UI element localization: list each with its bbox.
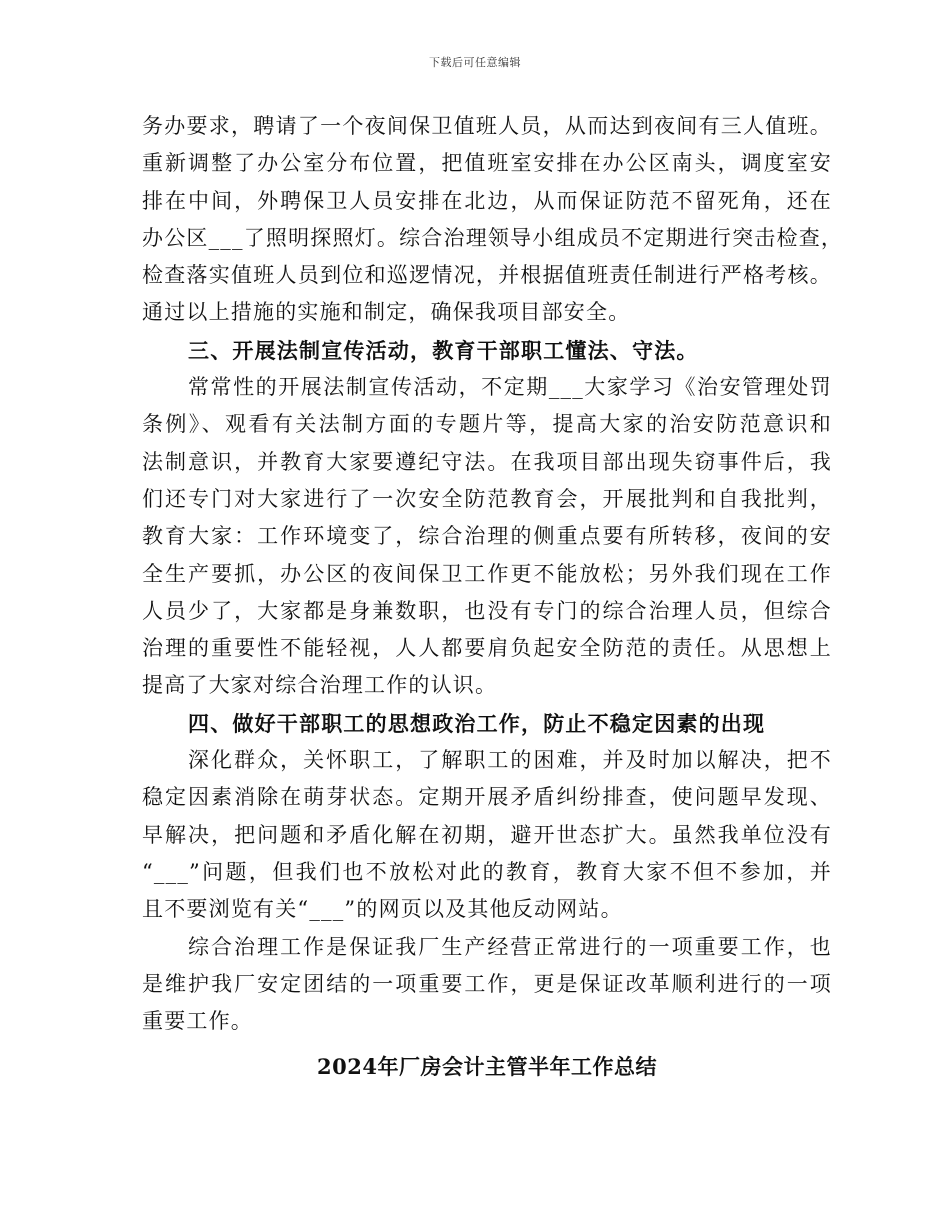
- text-line: 早解决，把问题和矛盾化解在初期，避开世态扩大。虽然我单位没有: [142, 822, 832, 847]
- text-line: 常常性的开展法制宣传活动，不定期___大家学习《治安管理处罚: [188, 375, 832, 400]
- text-line: 提高了大家对综合治理工作的认识。: [142, 673, 498, 698]
- text-line: 全生产要抓，办公区的夜间保卫工作更不能放松；另外我们现在工作: [142, 561, 832, 586]
- paragraph: [142, 742, 832, 928]
- text-line: 是维护我厂安定团结的一项重要工作，更是保证改革顺利进行的一项: [142, 971, 832, 996]
- text-line: 稳定因素消除在萌芽状态。定期开展矛盾纠纷排查，使问题早发现、: [142, 785, 832, 810]
- text-line: 务办要求，聘请了一个夜间保卫值班人员，从而达到夜间有三人值班。: [142, 114, 832, 138]
- text-line: 们还专门对大家进行了一次安全防范教育会，开展批判和自我批判，: [142, 486, 832, 511]
- text-line: 教育大家：工作环境变了，综合治理的侧重点要有所转移，夜间的安: [142, 524, 832, 549]
- text-line: 且不要浏览有关“___”的网页以及其他反动网站。: [142, 897, 623, 922]
- text-line: 通过以上措施的实施和制定，确保我项目部安全。: [142, 300, 631, 325]
- text-line: “___”问题，但我们也不放松对此的教育，教育大家不但不参加，并: [142, 859, 832, 884]
- text-line: 重新调整了办公室分布位置，把值班室安排在办公区南头，调度室安: [142, 151, 832, 176]
- text-line: 条例》、观看有关法制方面的专题片等，提高大家的治安防范意识和: [142, 412, 832, 437]
- document-title: 2024年厂房会计主管半年工作总结: [317, 1054, 657, 1080]
- text-line: 人员少了，大家都是身兼数职，也没有专门的综合治理人员，但综合: [142, 598, 832, 623]
- text-line: 检查落实值班人员到位和巡逻情况，并根据值班责任制进行严格考核。: [142, 263, 832, 288]
- page-header: 下载后可任意编辑: [429, 56, 521, 69]
- section-heading: 四、做好干部职工的思想政治工作，防止不稳定因素的出现: [188, 710, 766, 736]
- document-body: [142, 108, 844, 1086]
- paragraph: [142, 929, 832, 1041]
- text-line: 重要工作。: [142, 1009, 253, 1034]
- text-line: 办公区___了照明探照灯。综合治理领导小组成员不定期进行突击检查，: [142, 225, 844, 250]
- text-line: 法制意识，并教育大家要遵纪守法。在我项目部出现失窃事件后，我: [142, 449, 832, 474]
- section-heading: 三、开展法制宣传活动，教育干部职工懂法、守法。: [188, 337, 699, 363]
- text-line: 综合治理工作是保证我厂生产经营正常进行的一项重要工作，也: [188, 934, 832, 959]
- paragraph: [142, 369, 832, 705]
- text-line: 排在中间，外聘保卫人员安排在北边，从而保证防范不留死角，还在: [142, 188, 832, 213]
- text-line: 深化群众，关怀职工，了解职工的困难，并及时加以解决，把不: [188, 748, 832, 773]
- paragraph: [142, 108, 844, 332]
- text-line: 治理的重要性不能轻视，人人都要肩负起安全防范的责任。从思想上: [142, 636, 832, 661]
